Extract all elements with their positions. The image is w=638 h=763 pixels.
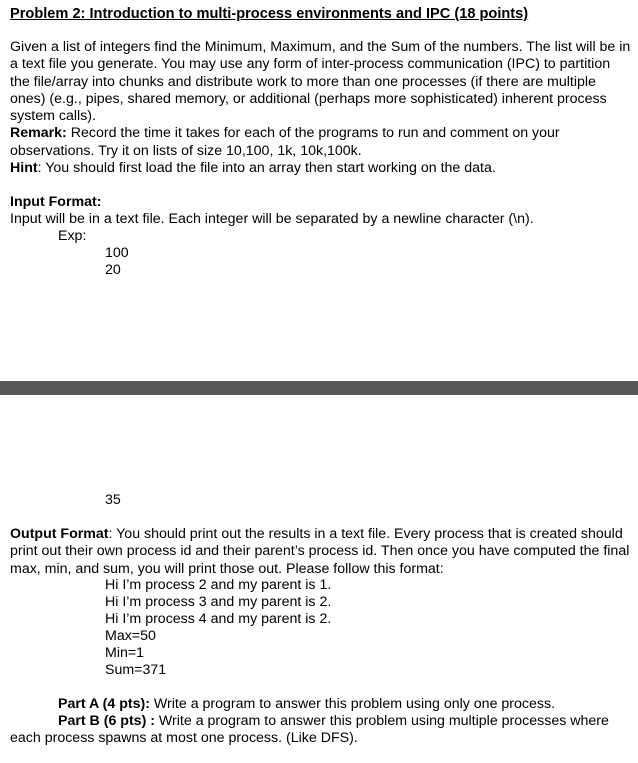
part-b-continuation: each process spawns at most one process. (Like DFS). <box>10 730 358 746</box>
intro-text: Given a list of integers find the Minimum, Maximum, and the Sum of the numbers. The list will be in a text file you generate. You may use any form of inter-process communication (IPC) to partition the file/array into chunks and distribute work to more than one processes (if there are multiple ones) (e.g., pipes, shared memory, or additional (perhaps more sophisticated) inherent process system calls). <box>10 39 631 125</box>
example-value-1: 100 <box>105 245 129 261</box>
input-format-text: Input will be in a text file. Each integer will be separated by a newline character (\n). <box>10 211 534 227</box>
input-format-heading: Input Format: <box>10 194 102 210</box>
format-line: Min=1 <box>105 645 145 661</box>
remark-text: Record the time it takes for each of the programs to run and comment on your observations. Try it on lists of size 10,100, 1k, 10k,100k. <box>10 125 560 159</box>
page-bottom <box>0 395 638 763</box>
example-label: Exp: <box>58 228 87 244</box>
part-b-label: Part B (6 pts) : <box>58 713 155 729</box>
part-b <box>58 713 609 730</box>
remark-label: Remark: <box>10 125 67 142</box>
part-b-text: Write a program to answer this problem using multiple processes where <box>154 713 609 729</box>
output-format-text: : You should print out the results in a text file. Every process that is created should print out their own process id and their parent’s process id. Then once you have computed the final max, min, and sum, you will print those out. Please follow this format: <box>10 526 630 577</box>
format-line: Hi I’m process 2 and my parent is 1. <box>105 577 332 593</box>
example-value-3: 35 <box>105 492 121 508</box>
intro-paragraph <box>10 39 632 177</box>
output-format-label: Output Format <box>10 526 109 542</box>
page-top <box>0 0 638 381</box>
output-format-paragraph <box>10 526 632 578</box>
format-line: Hi I’m process 4 and my parent is 2. <box>105 611 332 627</box>
part-a <box>58 696 555 713</box>
example-value-2: 20 <box>105 262 121 278</box>
page-divider <box>0 381 638 395</box>
format-line: Max=50 <box>105 628 156 644</box>
part-a-text: Write a program to answer this problem using only one process. <box>149 696 556 712</box>
problem-title: Problem 2: Introduction to multi-process environments and IPC (18 points) <box>10 6 529 22</box>
hint-label: Hint <box>10 160 38 177</box>
format-line: Hi I’m process 3 and my parent is 2. <box>105 594 332 610</box>
part-a-label: Part A (4 pts): <box>58 696 150 712</box>
hint-text: : You should first load the file into an array then start working on the data. <box>37 160 496 177</box>
format-line: Sum=371 <box>105 662 167 678</box>
